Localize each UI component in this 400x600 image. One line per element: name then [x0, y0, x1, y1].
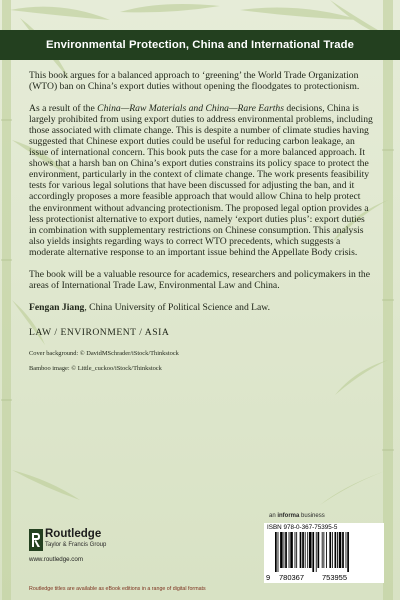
subject-categories: LAW / ENVIRONMENT / ASIA [29, 326, 170, 338]
title-bar [0, 30, 400, 60]
bamboo-credit: Bamboo image: © Little_cuckoo/iStock/Thinkstock [29, 364, 162, 372]
image-credits [29, 350, 374, 373]
routledge-logo-icon [29, 529, 43, 551]
publisher-url[interactable]: www.routledge.com [29, 556, 83, 563]
summary-paragraph: This book argues for a balanced approach to ‘greening’ the World Trade Organization (WTO) ban on China’s export duties without opening the floodgates to protectionism. [29, 70, 360, 93]
description-paragraph: As a result of the China—Raw Materials and China—Rare Earths decisions, China is largely prohibited from using export duties to address environmental problems, including those associated with climate change. This is despite a number of climate studies having suggested that Chinese export duties could be useful for reducing carbon leakage, an issue of international concern. This book puts the case for a more balanced approach. It shows that a harsh ban on China’s export duties constrains its policy space to protect the environment, particularly in the context of climate change. The work presents feasibility tests for various legal solutions that have been discussed for adjusting the ban, and it accordingly proposes a more feasible approach that would allow China to help protect the environment without advancing protectionism. The proposed legal option provides a less protectionist alternative to export duties, namely ‘export duties plus’: export duties in combination with supplementary restrictions on Chinese consumption. This analysis also yields insights regarding ways to correct WTO precedents, which suggests a moderate alternative response to an important issue behind the Appellate Body crisis. [29, 103, 373, 258]
ebook-note: Routledge titles are available as eBook editions in a range of digital formats [29, 586, 206, 592]
audience-paragraph: The book will be a valuable resource for academics, researchers and policymakers in the areas of International Trade Law, Environmental Law and China. [29, 268, 371, 291]
publisher-name: Routledge [45, 528, 102, 540]
barcode-bars [274, 532, 374, 572]
publisher-logo [29, 526, 189, 571]
publisher-subtitle: Taylor & Francis Group [45, 542, 107, 548]
author-name: Fengan Jiang [29, 301, 85, 313]
isbn-barcode [264, 523, 384, 583]
barcode-digits: 9 780367 753955 [266, 573, 348, 582]
back-cover-text [29, 70, 374, 380]
author-bio: Fengan Jiang, China University of Political Science and Law. [29, 301, 271, 313]
cover-credit: Cover background: © DavidMSchrader/iStock/Thinkstock [29, 349, 179, 357]
book-title: Environmental Protection, China and International Trade [45, 39, 355, 51]
isbn-number: ISBN 978-0-367-75395-5 [267, 524, 338, 531]
informa-tag: an informa business [269, 513, 325, 519]
case-names: China—Raw Materials and China—Rare Earths [97, 103, 284, 115]
